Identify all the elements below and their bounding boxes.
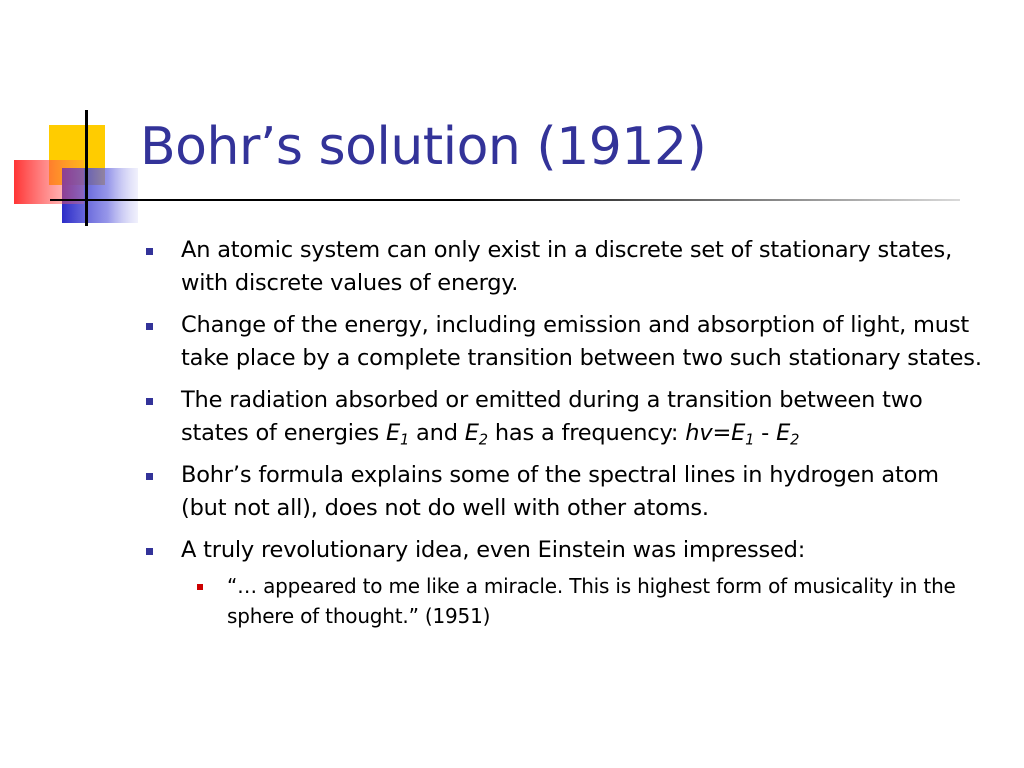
bullet-text: and	[409, 420, 465, 446]
bullet-text: -	[754, 420, 777, 446]
energy-symbol: E	[385, 420, 400, 446]
bullet-text: has a frequency:	[487, 420, 686, 446]
title-underline	[50, 199, 960, 201]
square-bullet-icon	[146, 248, 153, 255]
square-bullet-icon	[146, 473, 153, 480]
quote-text: “… appeared to me like a miracle. This is highest form of musicality in the sphere of thought.” (1951)	[227, 574, 956, 628]
bullet-text: Bohr’s formula explains some of the spectral lines in hydrogen atom (but not all), does not do well with other atoms.	[181, 462, 939, 521]
list-item	[146, 459, 986, 525]
bullet-text: The radiation absorbed or emitted during a transition between two states of energies	[181, 387, 923, 446]
sub-list-item	[181, 571, 986, 631]
energy-subscript: 1	[400, 431, 410, 449]
square-bullet-icon	[146, 548, 153, 555]
bullet-text: An atomic system can only exist in a discrete set of stationary states, with discrete values of energy.	[181, 237, 953, 296]
slide-title: Bohr’s solution (1912)	[140, 117, 707, 177]
energy-symbol: E	[464, 420, 479, 446]
energy-symbol: E	[776, 420, 791, 446]
deco-red-square	[14, 160, 84, 204]
formula: hv=E	[685, 420, 746, 446]
square-bullet-icon	[146, 323, 153, 330]
list-item	[146, 234, 986, 300]
deco-vertical-line	[85, 110, 88, 226]
sub-bullet-list	[181, 571, 986, 631]
square-bullet-icon	[146, 398, 153, 405]
bullet-text: Change of the energy, including emission and absorption of light, must take place by a complete transition between two such stationary states.	[181, 312, 982, 371]
red-square-bullet-icon	[197, 584, 203, 590]
list-item	[146, 309, 986, 375]
bullet-list	[146, 234, 986, 640]
decorative-squares-graphic	[0, 0, 140, 240]
bullet-text: A truly revolutionary idea, even Einstein was impressed:	[181, 537, 806, 563]
energy-subscript: 2	[478, 431, 488, 449]
energy-subscript: 2	[790, 431, 800, 449]
energy-subscript: 1	[745, 431, 755, 449]
list-item	[146, 534, 986, 631]
list-item	[146, 384, 986, 450]
